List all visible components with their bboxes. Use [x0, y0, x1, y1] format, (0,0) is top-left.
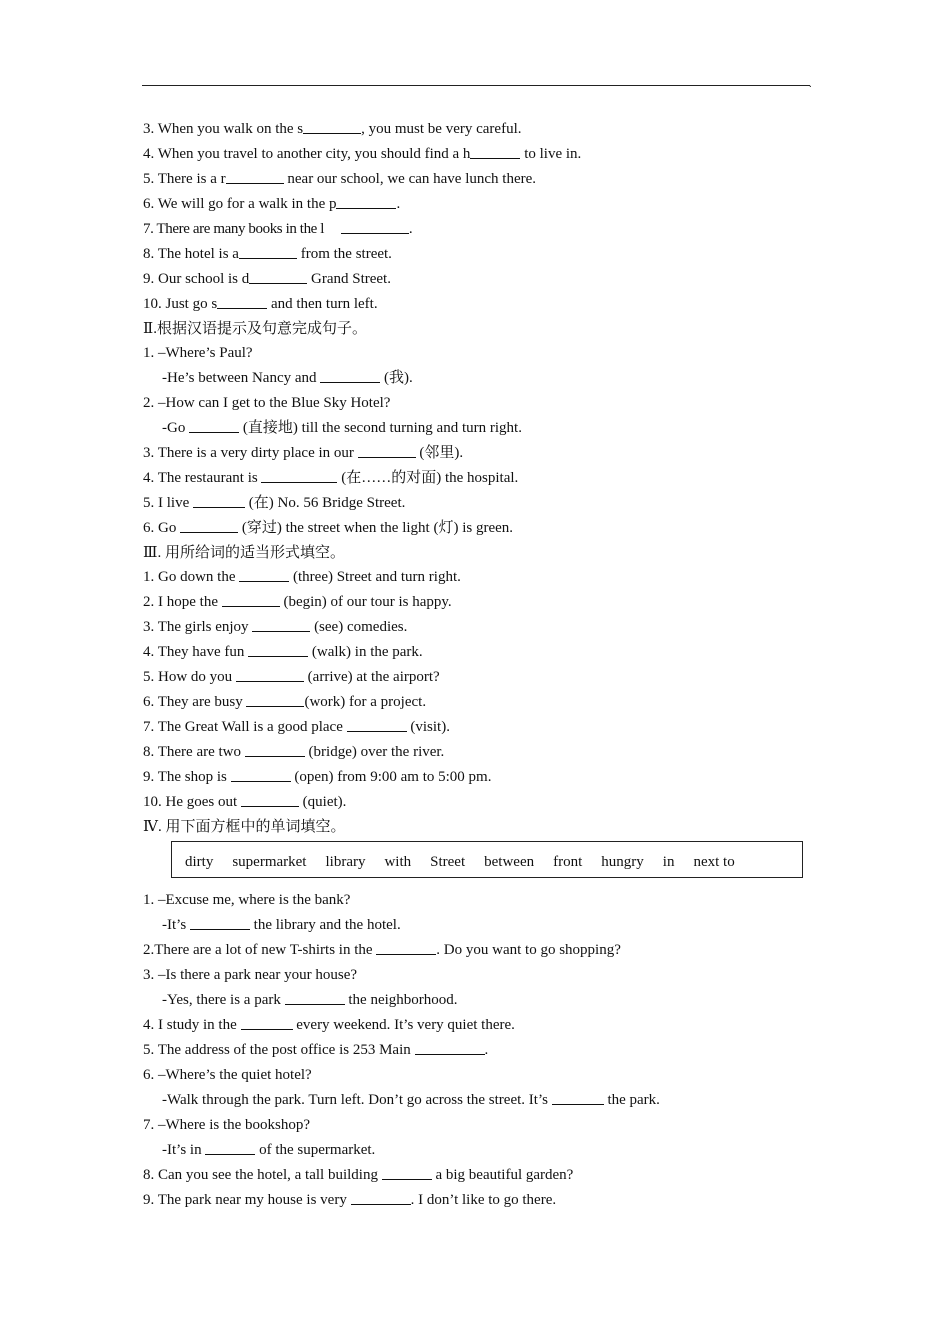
- word-bank-item: between: [484, 854, 535, 870]
- word-bank-item: hungry: [601, 854, 644, 870]
- answer-blank[interactable]: [341, 218, 409, 234]
- answer-blank[interactable]: [239, 243, 297, 259]
- question-line: 6. Go (穿过) the street when the light (灯) is green.: [143, 516, 823, 541]
- answer-blank[interactable]: [470, 143, 520, 159]
- word-bank-item: library: [325, 854, 366, 870]
- word-bank-item: front: [553, 854, 583, 870]
- word-bank-item: next to: [693, 854, 735, 870]
- question-line: 2.There are a lot of new T-shirts in the . Do you want to go shopping?: [143, 938, 823, 963]
- section-title: Ⅲ. 用所给词的适当形式填空。: [143, 545, 345, 561]
- header-rule: [142, 85, 810, 86]
- word-bank-item: supermarket: [232, 854, 307, 870]
- answer-blank[interactable]: [189, 417, 239, 433]
- answer-blank[interactable]: [320, 367, 380, 383]
- answer-blank[interactable]: [245, 741, 305, 757]
- answer-blank[interactable]: [415, 1039, 485, 1055]
- question-line: 3. The girls enjoy (see) comedies.: [143, 615, 823, 640]
- answer-blank[interactable]: [231, 766, 291, 782]
- answer-blank[interactable]: [376, 939, 436, 955]
- answer-blank[interactable]: [241, 1014, 293, 1030]
- question-line: 10. Just go s and then turn left.: [143, 292, 823, 317]
- answer-blank[interactable]: [261, 467, 337, 483]
- question-line: 5. I live (在) No. 56 Bridge Street.: [143, 491, 823, 516]
- question-line: 1. Go down the (three) Street and turn right.: [143, 565, 823, 590]
- question-line: -He’s between Nancy and (我).: [143, 366, 823, 391]
- question-line: 1. –Excuse me, where is the bank?: [143, 892, 351, 908]
- question-line: 2. I hope the (begin) of our tour is happy.: [143, 590, 823, 615]
- word-bank-item: dirty: [185, 854, 214, 870]
- answer-blank[interactable]: [347, 716, 407, 732]
- word-bank-item: Street: [430, 854, 466, 870]
- answer-blank[interactable]: [382, 1164, 432, 1180]
- question-line: 9. The park near my house is very . I don’t like to go there.: [143, 1188, 823, 1213]
- answer-blank[interactable]: [336, 193, 396, 209]
- section-title: Ⅳ. 用下面方框中的单词填空。: [143, 819, 346, 835]
- answer-blank[interactable]: [285, 989, 345, 1005]
- question-line: 2. –How can I get to the Blue Sky Hotel?: [143, 395, 391, 411]
- question-line: -Yes, there is a park the neighborhood.: [143, 988, 823, 1013]
- answer-blank[interactable]: [222, 591, 280, 607]
- question-line: 6. –Where’s the quiet hotel?: [143, 1067, 312, 1083]
- answer-blank[interactable]: [252, 616, 310, 632]
- question-line: 8. Can you see the hotel, a tall building a big beautiful garden?: [143, 1163, 823, 1188]
- question-line: 3. –Is there a park near your house?: [143, 967, 358, 983]
- question-line: 4. The restaurant is (在……的对面) the hospital.: [143, 466, 823, 491]
- question-line: 5. The address of the post office is 253 Main .: [143, 1038, 823, 1063]
- word-bank-box: [171, 841, 803, 878]
- answer-blank[interactable]: [552, 1089, 604, 1105]
- answer-blank[interactable]: [226, 168, 284, 184]
- question-line: -Go (直接地) till the second turning and turn right.: [143, 416, 823, 441]
- answer-blank[interactable]: [236, 666, 304, 682]
- question-line: 6. We will go for a walk in the p .: [143, 192, 823, 217]
- answer-blank[interactable]: [239, 566, 289, 582]
- worksheet-content: [143, 117, 823, 1213]
- question-line: 1. –Where’s Paul?: [143, 345, 253, 361]
- question-line: 4. I study in the every weekend. It’s very quiet there.: [143, 1013, 823, 1038]
- question-line: 4. When you travel to another city, you should find a h to live in.: [143, 142, 823, 167]
- answer-blank[interactable]: [205, 1139, 255, 1155]
- section-title: Ⅱ.根据汉语提示及句意完成句子。: [143, 321, 367, 337]
- question-line: -Walk through the park. Turn left. Don’t go across the street. It’s the park.: [143, 1088, 823, 1113]
- question-line: 9. Our school is d Grand Street.: [143, 267, 823, 292]
- header-mark: .: [809, 78, 812, 90]
- question-line: 5. How do you (arrive) at the airport?: [143, 665, 823, 690]
- question-line: 4. They have fun (walk) in the park.: [143, 640, 823, 665]
- question-line: 8. There are two (bridge) over the river.: [143, 740, 823, 765]
- answer-blank[interactable]: [190, 914, 250, 930]
- answer-blank[interactable]: [351, 1189, 411, 1205]
- answer-blank[interactable]: [217, 293, 267, 309]
- answer-blank[interactable]: [303, 118, 361, 134]
- question-line: 6. They are busy (work) for a project.: [143, 690, 823, 715]
- answer-blank[interactable]: [193, 492, 245, 508]
- answer-blank[interactable]: [180, 517, 238, 533]
- question-line: 7. The Great Wall is a good place (visit).: [143, 715, 823, 740]
- question-line: 5. There is a r near our school, we can have lunch there.: [143, 167, 823, 192]
- word-bank-item: in: [662, 854, 675, 870]
- answer-blank[interactable]: [248, 641, 308, 657]
- question-line: -It’s in of the supermarket.: [143, 1138, 823, 1163]
- answer-blank[interactable]: [246, 691, 304, 707]
- question-line: 3. There is a very dirty place in our (邻里).: [143, 441, 823, 466]
- question-line: 10. He goes out (quiet).: [143, 790, 823, 815]
- answer-blank[interactable]: [241, 791, 299, 807]
- question-line: 9. The shop is (open) from 9:00 am to 5:00 pm.: [143, 765, 823, 790]
- answer-blank[interactable]: [249, 268, 307, 284]
- question-line: 3. When you walk on the s , you must be very careful.: [143, 117, 823, 142]
- question-line: -It’s the library and the hotel.: [143, 913, 823, 938]
- question-line: 7. There are many books in the l .: [143, 217, 823, 242]
- word-bank-item: with: [384, 854, 412, 870]
- question-line: 8. The hotel is a from the street.: [143, 242, 823, 267]
- answer-blank[interactable]: [358, 442, 416, 458]
- question-line: 7. –Where is the bookshop?: [143, 1117, 311, 1133]
